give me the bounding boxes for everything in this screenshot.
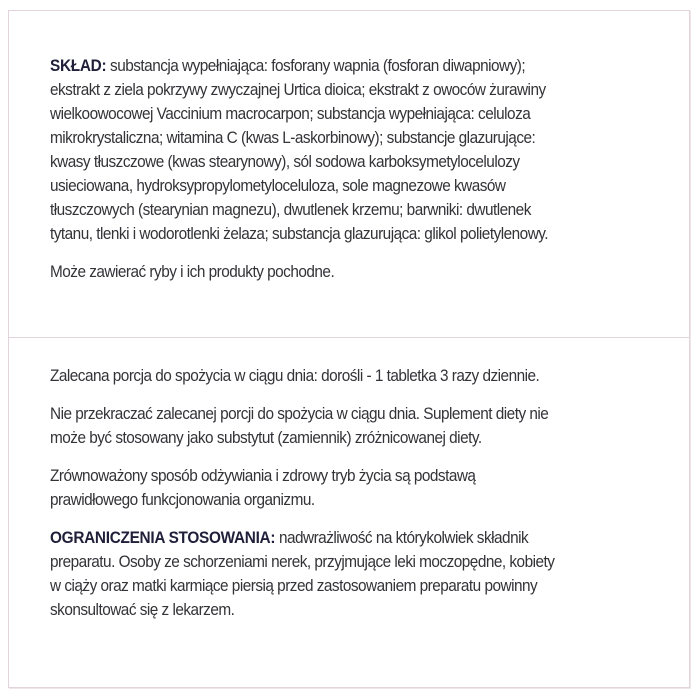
composition-line: mikrokrystaliczna; witamina C (kwas L-askorbinowy); substancje glazurujące: (50, 129, 536, 147)
composition-line: usieciowana, hydroksypropylometyloceluloza, sole magnezowe kwasów (50, 177, 506, 195)
lifestyle-line: Zrównoważony sposób odżywiania i zdrowy tryb życia są podstawą (50, 467, 476, 485)
composition-label: SKŁAD: (50, 57, 107, 75)
allergen-note: Może zawierać ryby i ich produkty pochodne. (50, 263, 335, 281)
warning-line: Nie przekraczać zalecanej porcji do spożycia w ciągu dnia. Suplement diety nie (50, 405, 549, 423)
restrictions-label: OGRANICZENIA STOSOWANIA: (50, 529, 276, 547)
composition-line: ekstrakt z ziela pokrzywy zwyczajnej Urtica dioica; ekstrakt z owoców żurawiny (50, 81, 546, 99)
warning-line: może być stosowany jako substytut (zamiennik) zróżnicowanej diety. (50, 429, 482, 447)
dosage-text: Zalecana porcja do spożycia w ciągu dnia: dorośli - 1 tabletka 3 razy dziennie. (50, 367, 540, 385)
lifestyle-paragraph (50, 464, 664, 512)
composition-line: tłuszczowych (stearynian magnezu), dwutlenek krzemu; barwniki: dwutlenek (50, 201, 531, 219)
restrictions-line: nadwrażliwość na którykolwiek składnik (275, 529, 529, 547)
restrictions-line: skonsultować się z lekarzem. (50, 601, 235, 619)
composition-section (50, 54, 627, 298)
warning-paragraph (50, 402, 664, 450)
composition-line: wielkoowocowej Vaccinium macrocarpon; substancja wypełniająca: celuloza (50, 105, 531, 123)
composition-line: kwasy tłuszczowe (kwas stearynowy), sól sodowa karboksymetylocelulozy (50, 153, 520, 171)
section-divider (8, 337, 690, 338)
lifestyle-line: prawidłowego funkcjonowania organizmu. (50, 491, 315, 509)
restrictions-line: preparatu. Osoby ze schorzeniami nerek, przyjmujące leki moczopędne, kobiety (50, 553, 555, 571)
usage-section (50, 364, 627, 636)
composition-paragraph (50, 54, 664, 246)
restrictions-paragraph (50, 526, 664, 622)
restrictions-line: w ciąży oraz matki karmiące piersią przed zastosowaniem preparatu powinny (50, 577, 538, 595)
composition-line: substancja wypełniająca: fosforany wapnia (fosforan diwapniowy); (110, 57, 526, 75)
composition-line: tytanu, tlenki i wodorotlenki żelaza; substancja glazurująca: glikol polietylenowy. (50, 225, 549, 243)
